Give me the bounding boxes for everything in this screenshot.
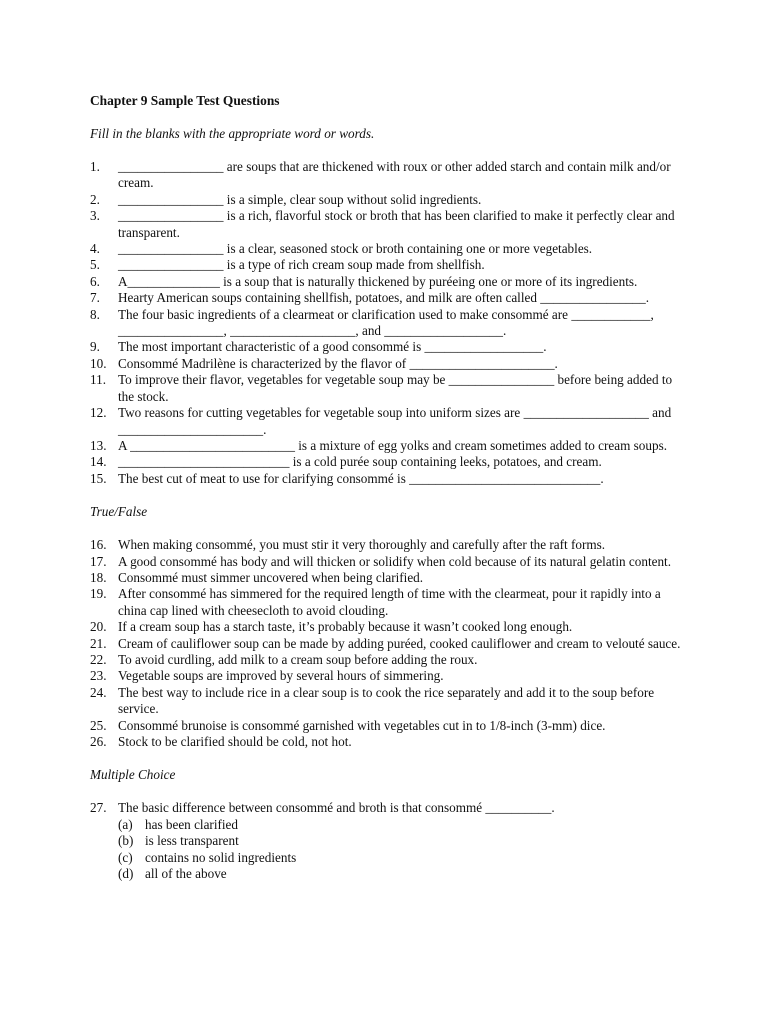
question-item bbox=[90, 372, 690, 405]
choice-text: is less transparent bbox=[145, 833, 239, 849]
question-item bbox=[90, 668, 690, 684]
question-text: Hearty American soups containing shellfish, potatoes, and milk are often called ________________. bbox=[118, 290, 650, 306]
section-spacer bbox=[90, 487, 690, 503]
question-number: 4. bbox=[90, 241, 100, 257]
true-false-heading: True/False bbox=[90, 504, 148, 520]
question-text: Stock to be clarified should be cold, not hot. bbox=[118, 734, 352, 749]
question-number: 12. bbox=[90, 405, 107, 421]
question-item bbox=[90, 208, 690, 241]
section-spacer bbox=[90, 750, 690, 766]
question-text: ________________ is a rich, flavorful stock or broth that has been clarified to make it perfectly clear and transparent. bbox=[118, 208, 675, 240]
question-number: 3. bbox=[90, 208, 100, 224]
question-number: 25. bbox=[90, 717, 107, 733]
answer-choice-list bbox=[90, 817, 690, 883]
question-text: Consommé brunoise is consommé garnished with vegetables cut in to 1/8-inch (3-mm) dice. bbox=[118, 717, 606, 733]
question-item bbox=[90, 586, 690, 619]
question-item bbox=[90, 274, 690, 290]
question-number: 8. bbox=[90, 306, 100, 322]
question-item bbox=[90, 800, 690, 816]
question-text: After consommé has simmered for the required length of time with the clearmeat, pour it rapidly into a china cap lined with cheesecloth to avoid clouding. bbox=[118, 586, 661, 618]
question-item bbox=[90, 356, 690, 372]
question-text: Consommé must simmer uncovered when being clarified. bbox=[118, 569, 424, 585]
question-number: 24. bbox=[90, 684, 107, 700]
question-number: 22. bbox=[90, 651, 107, 667]
question-text: When making consommé, you must stir it very thoroughly and carefully after the raft forms. bbox=[118, 537, 606, 553]
question-number: 2. bbox=[90, 191, 100, 207]
question-item bbox=[90, 619, 690, 635]
question-item bbox=[90, 241, 690, 257]
question-number: 16. bbox=[90, 537, 107, 553]
answer-choice bbox=[90, 833, 690, 849]
answer-choice bbox=[90, 850, 690, 866]
choice-letter: (d) bbox=[118, 866, 134, 882]
question-number: 27. bbox=[90, 800, 107, 816]
question-text: The best cut of meat to use for clarifying consommé is _____________________________. bbox=[118, 470, 604, 486]
question-text: The four basic ingredients of a clearmeat or clarification used to make consommé are ____________, ________________, ___________________, and __________________. bbox=[118, 306, 654, 339]
fill-in-question-list bbox=[90, 159, 690, 487]
question-number: 13. bbox=[90, 437, 107, 453]
question-item bbox=[90, 636, 690, 652]
question-item bbox=[90, 159, 690, 192]
document-page bbox=[90, 92, 690, 882]
question-item bbox=[90, 290, 690, 306]
question-item bbox=[90, 537, 690, 553]
answer-choice bbox=[90, 866, 690, 882]
question-item bbox=[90, 257, 690, 273]
question-item bbox=[90, 734, 690, 750]
choice-text: all of the above bbox=[145, 866, 227, 882]
question-text: ________________ are soups that are thickened with roux or other added starch and contain milk and/or cream. bbox=[118, 159, 671, 191]
question-item bbox=[90, 438, 690, 454]
question-item bbox=[90, 718, 690, 734]
question-item bbox=[90, 471, 690, 487]
question-text: A good consommé has body and will thicken or solidify when cold because of its natural gelatin content. bbox=[118, 553, 672, 569]
question-number: 15. bbox=[90, 470, 107, 486]
question-item bbox=[90, 339, 690, 355]
question-number: 23. bbox=[90, 668, 107, 684]
question-item bbox=[90, 307, 690, 340]
question-item bbox=[90, 192, 690, 208]
choice-letter: (a) bbox=[118, 816, 133, 832]
choice-text: contains no solid ingredients bbox=[145, 849, 297, 865]
question-item bbox=[90, 554, 690, 570]
question-item bbox=[90, 454, 690, 470]
answer-choice bbox=[90, 817, 690, 833]
question-number: 9. bbox=[90, 339, 100, 355]
question-text: ________________ is a clear, seasoned stock or broth containing one or more vegetables. bbox=[118, 241, 593, 257]
choice-letter: (b) bbox=[118, 833, 134, 849]
question-number: 20. bbox=[90, 619, 107, 635]
question-number: 11. bbox=[90, 372, 106, 388]
question-number: 10. bbox=[90, 355, 107, 371]
question-text: A _________________________ is a mixture of egg yolks and cream sometimes added to cream soups. bbox=[118, 437, 668, 453]
question-text: Consommé Madrilène is characterized by the flavor of ______________________. bbox=[118, 355, 558, 371]
question-item bbox=[90, 570, 690, 586]
multiple-choice-question-list bbox=[90, 800, 690, 816]
question-item bbox=[90, 405, 690, 438]
question-number: 18. bbox=[90, 569, 107, 585]
question-text: To improve their flavor, vegetables for vegetable soup may be ________________ before being added to the stock. bbox=[118, 372, 673, 404]
question-text: Vegetable soups are improved by several hours of simmering. bbox=[118, 668, 444, 684]
question-text: __________________________ is a cold purée soup containing leeks, potatoes, and cream. bbox=[118, 454, 602, 470]
question-text: The best way to include rice in a clear soup is to cook the rice separately and add it to the soup before service. bbox=[118, 684, 655, 717]
question-text: ________________ is a simple, clear soup without solid ingredients. bbox=[118, 191, 482, 207]
question-text: Cream of cauliflower soup can be made by adding puréed, cooked cauliflower and cream to velouté sauce. bbox=[118, 635, 681, 651]
question-number: 14. bbox=[90, 454, 107, 470]
question-text: If a cream soup has a starch taste, it’s probably because it wasn’t cooked long enough. bbox=[118, 619, 573, 635]
page-title: Chapter 9 Sample Test Questions bbox=[90, 93, 280, 108]
question-number: 5. bbox=[90, 257, 100, 273]
question-text: The basic difference between consommé and broth is that consommé __________. bbox=[118, 800, 555, 816]
question-text: The most important characteristic of a good consommé is __________________. bbox=[118, 339, 547, 355]
question-number: 17. bbox=[90, 553, 107, 569]
question-number: 7. bbox=[90, 290, 100, 306]
question-number: 6. bbox=[90, 273, 100, 289]
question-text: To avoid curdling, add milk to a cream soup before adding the roux. bbox=[118, 651, 478, 667]
fill-in-instruction: Fill in the blanks with the appropriate word or words. bbox=[90, 126, 375, 141]
question-item bbox=[90, 652, 690, 668]
multiple-choice-heading: Multiple Choice bbox=[90, 767, 176, 783]
question-number: 1. bbox=[90, 159, 100, 174]
choice-text: has been clarified bbox=[145, 816, 238, 832]
question-text: A______________ is a soup that is naturally thickened by puréeing one or more of its ingredients. bbox=[118, 273, 638, 289]
choice-letter: (c) bbox=[118, 849, 133, 865]
true-false-question-list bbox=[90, 537, 690, 750]
question-item bbox=[90, 685, 690, 718]
question-number: 19. bbox=[90, 586, 107, 602]
question-number: 26. bbox=[90, 734, 107, 749]
question-text: Two reasons for cutting vegetables for vegetable soup into uniform sizes are ___________________ and ______________________. bbox=[118, 405, 672, 437]
question-number: 21. bbox=[90, 635, 107, 651]
question-text: ________________ is a type of rich cream soup made from shellfish. bbox=[118, 257, 485, 273]
